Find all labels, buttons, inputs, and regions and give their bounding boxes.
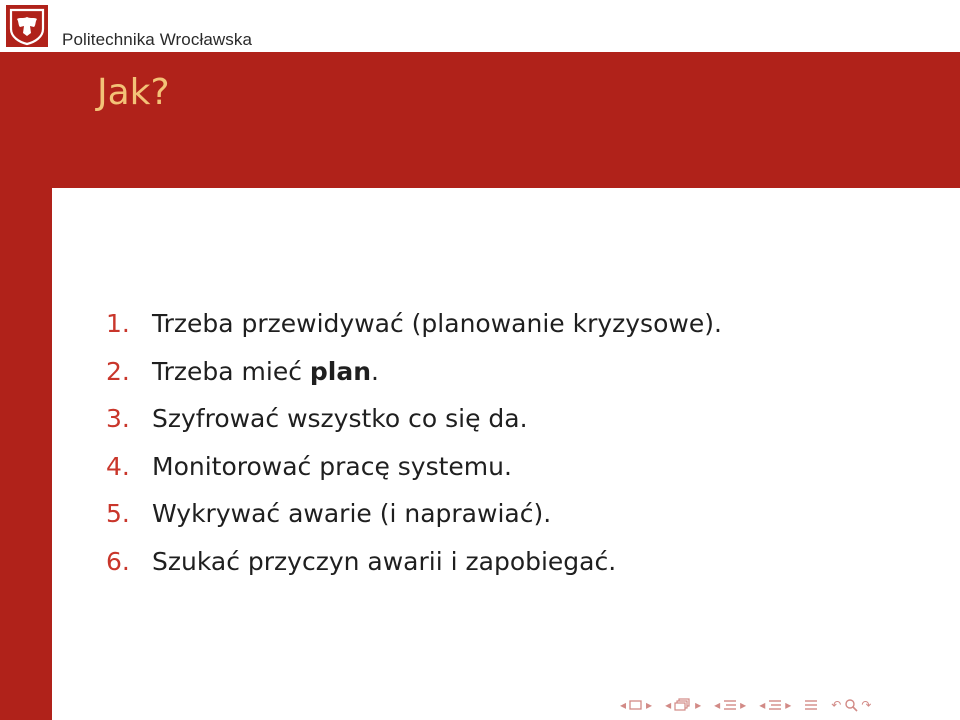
list-item-text: Szyfrować wszystko co się da.: [152, 404, 528, 433]
nav-group-subsection: [665, 698, 701, 712]
list-item-text: Wykrywać awarie (i naprawiać).: [152, 499, 552, 528]
list-item: [106, 443, 722, 491]
arrow-left-icon[interactable]: ◂: [759, 698, 766, 712]
list-item: [106, 395, 722, 443]
list-item-number: 5.: [106, 499, 130, 528]
list-item: [106, 538, 722, 586]
list-item-text-after: .: [371, 356, 379, 386]
arrow-right-icon[interactable]: ▸: [785, 698, 792, 712]
nav-group-frame: [620, 699, 652, 711]
search-back-icon[interactable]: ↶: [831, 698, 842, 712]
list-item-text: Trzeba przewidywać (planowanie kryzysowe).: [152, 309, 722, 338]
arrow-left-icon[interactable]: ◂: [620, 698, 627, 712]
arrow-right-icon[interactable]: ▸: [695, 698, 702, 712]
nav-group-section: [714, 698, 746, 712]
nav-group-appendix: [804, 698, 818, 712]
beamer-navigation-bar: [620, 696, 881, 714]
list-item-number: 4.: [106, 451, 130, 481]
subsection-icon[interactable]: [768, 698, 782, 712]
arrow-right-icon[interactable]: ▸: [740, 698, 747, 712]
search-forward-icon[interactable]: ↷: [861, 698, 872, 712]
slide-header: [0, 0, 960, 52]
university-crest-icon: [6, 5, 48, 47]
arrow-right-icon[interactable]: ▸: [646, 698, 653, 712]
search-icon[interactable]: [844, 698, 858, 712]
list-item-number: 6.: [106, 546, 130, 576]
list-item-number: 2.: [106, 356, 130, 386]
document-icon[interactable]: [804, 698, 818, 712]
list-item-text-before: Trzeba mieć: [152, 356, 310, 386]
enumerated-list: [106, 300, 722, 585]
title-band-corner: [0, 52, 52, 188]
list-item-emphasis: plan: [309, 356, 372, 386]
frame-title: Jak?: [97, 72, 170, 113]
list-item-number: 3.: [106, 404, 130, 433]
nav-group-search: [831, 698, 871, 712]
section-icon[interactable]: [723, 698, 737, 712]
list-item: [106, 300, 722, 348]
list-item: [106, 490, 722, 538]
list-item-text: Szukać przyczyn awarii i zapobiegać.: [152, 546, 617, 576]
list-item: [106, 348, 722, 396]
frame-title-band: [52, 52, 960, 188]
arrow-left-icon[interactable]: ◂: [714, 698, 721, 712]
subsection-icon[interactable]: [674, 698, 692, 712]
nav-group-document: [759, 698, 791, 712]
institution-name: Politechnika Wrocławska: [62, 30, 253, 49]
list-item-number: 1.: [106, 309, 130, 338]
list-item-text: Monitorować pracę systemu.: [152, 451, 512, 481]
frame-icon[interactable]: [629, 699, 643, 711]
arrow-left-icon[interactable]: ◂: [665, 698, 672, 712]
